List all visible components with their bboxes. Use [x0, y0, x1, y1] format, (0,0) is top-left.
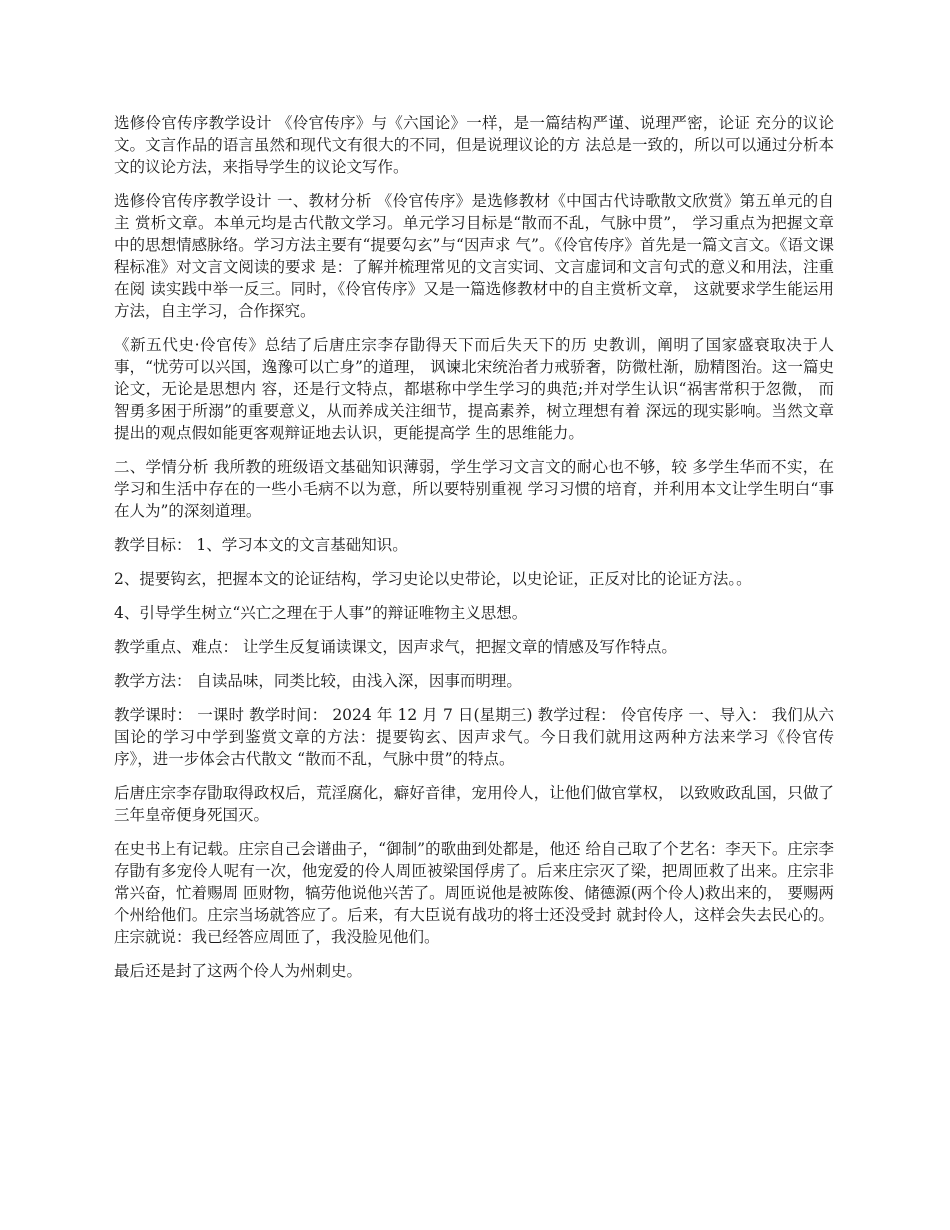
paragraph-background: 后唐庄宗李存勖取得政权后，荒淫腐化，癖好音律，宠用伶人，让他们做官掌权， 以致败政乱国，只做了三年皇帝便身死国灭。: [114, 784, 834, 824]
paragraph-student-analysis: 二、学情分析 我所教的班级语文基础知识薄弱，学生学习文言文的耐心也不够，较 多学生华而不实，在学习和生活中存在的一些小毛病不以为意，所以要特别重视 学习习惯的培育，并利用本文让学生明白“事在人为”的深刻道理。: [114, 458, 834, 520]
paragraph-textbook-analysis: 选修伶官传序教学设计 一、教材分析 《伶官传序》是选修教材《中国古代诗歌散文欣赏》第五单元的自主 赏析文章。本单元均是古代散文学习。单元学习目标是“散而不乱，气脉中贯”， 学习重点为把握文章中的思想情感脉络。学习方法主要有“提要勾玄”与“因声求 气”。《伶官传序》首先是一篇文言文。《语文课程标准》对文言文阅读的要求 是：了解并梳理常见的文言实词、文言虚词和文言句式的意义和用法，注重在阅 读实践中举一反三。同时，《伶官传序》又是一篇选修教材中的自主赏析文章， 这就要求学生能运用方法，自主学习，合作探究。: [114, 192, 834, 320]
paragraph-goal-4: 4、引导学生树立“兴亡之理在于人事”的辩证唯物主义思想。: [114, 604, 528, 622]
paragraph-story: 在史书上有记载。庄宗自己会谱曲子，“御制”的歌曲到处都是，他还 给自己取了个艺名：李天下。庄宗李存勖有多宠伶人呢有一次，他宠爱的伶人周匝被梁国俘虏了。后来庄宗灭了梁，把周匝救了出来。庄宗非常兴奋，忙着赐周 匝财物，犒劳他说他兴苦了。周匝说他是被陈俊、储德源(两个伶人)救出来的， 要赐两个州给他们。庄宗当场就答应了。后来，有大臣说有战功的将士还没受封 就封伶人，这样会失去民心的。庄宗就说：我已经答应周匝了，我没脸见他们。: [114, 840, 834, 946]
paragraph-lesson-time: 教学课时： 一课时 教学时间： 2024 年 12 月 7 日(星期三) 教学过程： 伶官传序 一、导入： 我们从六国论的学习中学到鉴赏文章的方法：提要钩玄、因声求气。今日我们就用这两种方法来学习《伶官传序》，进一步体会古代散文 “散而不乱，气脉中贯”的特点。: [114, 706, 834, 768]
paragraph-goal-2: 2、提要钩玄，把握本文的论证结构，学习史论以史带论，以史论证，正反对比的论证方法。。: [114, 570, 752, 588]
paragraph-key-points: 教学重点、难点： 让学生反复诵读课文，因声求气，把握文章的情感及写作特点。: [114, 638, 677, 656]
document-body: [114, 112, 834, 994]
paragraph-goal-1: 教学目标： 1、学习本文的文言基础知识。: [114, 536, 408, 554]
paragraph-methods: 教学方法： 自读品味，同类比较，由浅入深，因事而明理。: [114, 672, 522, 690]
paragraph-intro: 选修伶官传序教学设计 《伶官传序》与《六国论》一样，是一篇结构严谨、说理严密，论证 充分的议论文。文言作品的语言虽然和现代文有很大的不同，但是说理议论的方 法总是一致的，所以可以通过分析本文的议论方法，来指导学生的议论文写作。: [114, 114, 834, 176]
paragraph-history-summary: 《新五代史·伶官传》总结了后唐庄宗李存勖得天下而后失天下的历 史教训，阐明了国家盛衰取决于人事，“忧劳可以兴国，逸豫可以亡身”的道理， 讽谏北宋统治者力戒骄奢，防微杜渐，励精图治。这一篇史论文，无论是思想内 容，还是行文特点，都堪称中学生学习的典范;并对学生认识“祸害常积于忽微， 而智勇多困于所溺”的重要意义，从而养成关注细节，提高素养，树立理想有着 深远的现实影响。当然文章提出的观点假如能更客观辩证地去认识，更能提高学 生的思维能力。: [114, 336, 834, 442]
paragraph-conclusion: 最后还是封了这两个伶人为州刺史。: [114, 962, 363, 980]
